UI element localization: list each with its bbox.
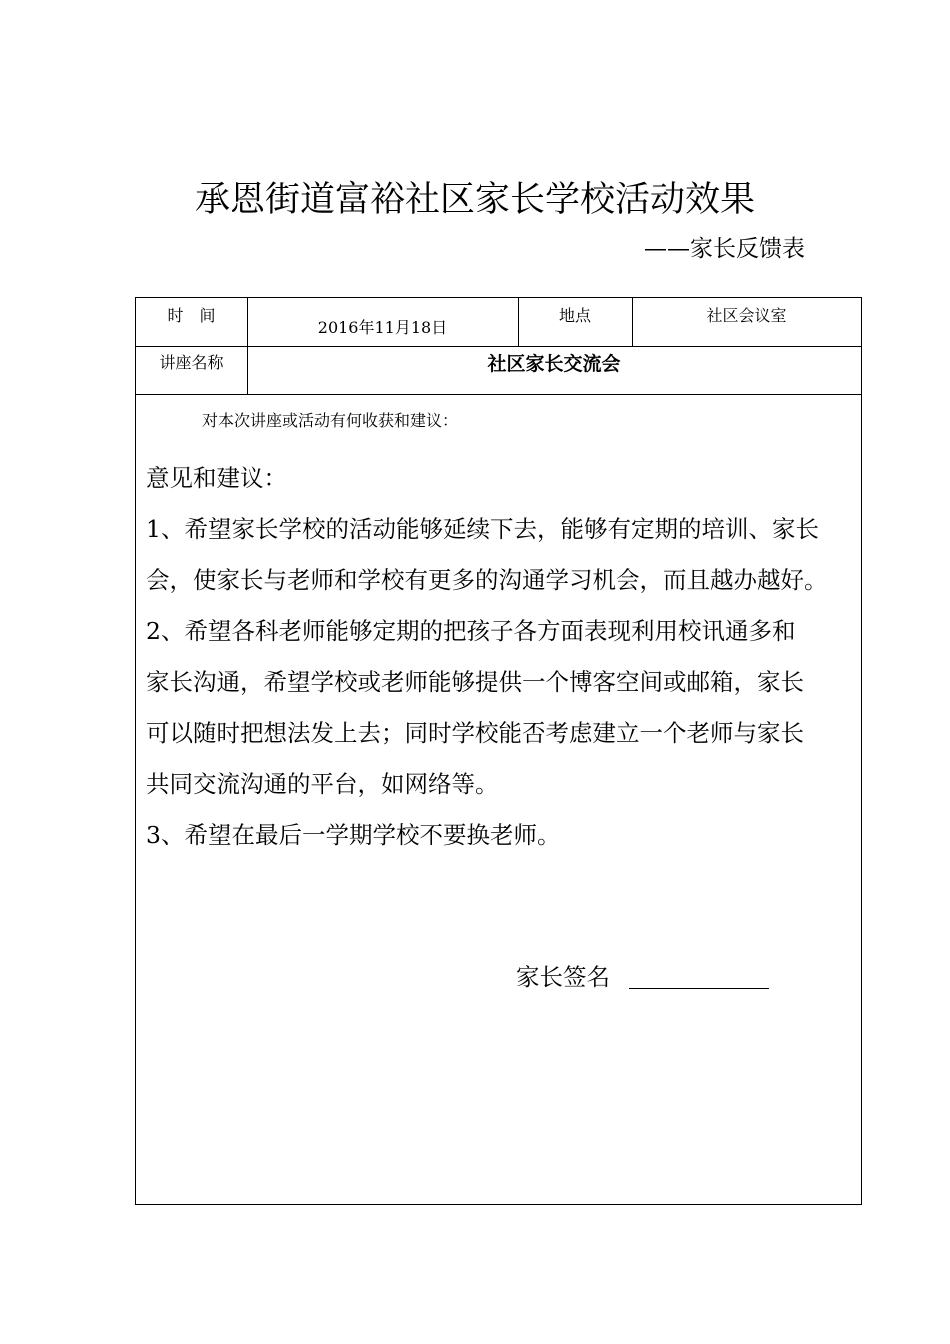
place-value: 社区会议室 bbox=[706, 306, 787, 325]
place-label: 地点 bbox=[558, 306, 591, 325]
row-divider-1 bbox=[136, 346, 861, 347]
lecture-name-value: 社区家长交流会 bbox=[487, 353, 621, 375]
lecture-name-label: 讲座名称 bbox=[159, 353, 224, 372]
document-title: 承恩街道富裕社区家长学校活动效果 bbox=[194, 180, 755, 220]
feedback-line: 家长沟通，希望学校或老师能够提供一个博客空间或邮箱，家长 bbox=[146, 668, 804, 696]
feedback-prompt: 对本次讲座或活动有何收获和建议： bbox=[202, 411, 459, 430]
feedback-line: 共同交流沟通的平台，如网络等。 bbox=[146, 770, 499, 798]
col-divider-label bbox=[247, 298, 248, 394]
feedback-line: 2、希望各科老师能够定期的把孩子各方面表现利用校讯通多和 bbox=[146, 617, 796, 645]
feedback-line: 3、希望在最后一学期学校不要换老师。 bbox=[146, 821, 561, 849]
feedback-heading: 意见和建议： bbox=[146, 464, 287, 492]
feedback-form-table bbox=[135, 297, 862, 1205]
feedback-line: 可以随时把想法发上去；同时学校能否考虑建立一个老师与家长 bbox=[146, 719, 804, 747]
feedback-line: 1、希望家长学校的活动能够延续下去，能够有定期的培训、家长 bbox=[146, 515, 819, 543]
signature-label: 家长签名 bbox=[516, 963, 610, 991]
document-subtitle: ——家长反馈表 bbox=[644, 236, 805, 262]
row-divider-2 bbox=[136, 394, 861, 395]
time-label: 时 间 bbox=[167, 306, 216, 325]
signature-field[interactable] bbox=[629, 988, 769, 989]
feedback-line: 会，使家长与老师和学校有更多的沟通学习机会，而且越办越好。 bbox=[146, 566, 828, 594]
time-value: 2016年11月18日 bbox=[317, 318, 448, 337]
